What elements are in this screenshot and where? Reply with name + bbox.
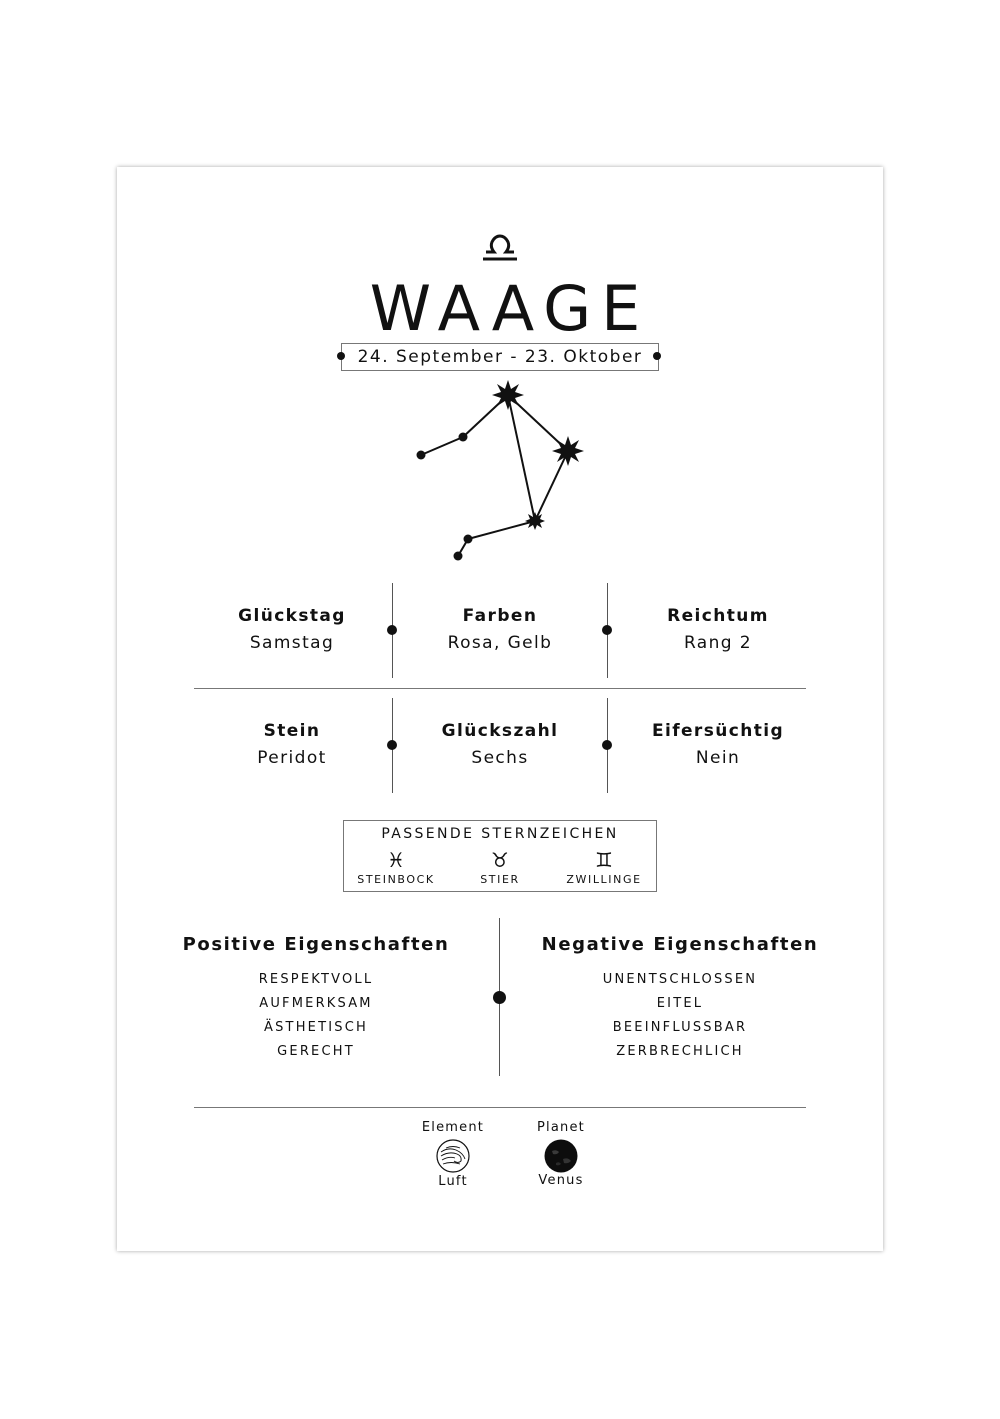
libra-constellation — [400, 378, 600, 568]
match-label: STIER — [480, 873, 520, 886]
page-title: WAAGE — [369, 272, 651, 345]
info-label-farben: Farben — [462, 606, 538, 626]
venus-planet-icon — [544, 1139, 578, 1173]
info-label-reichtum: Reichtum — [667, 606, 769, 626]
negative-traits-title: Negative Eigenschaften — [541, 934, 819, 955]
date-left-dot — [337, 352, 345, 360]
divider-dot — [387, 625, 397, 635]
positive-traits-title: Positive Eigenschaften — [182, 934, 450, 955]
matching-signs-box — [343, 820, 657, 892]
trait-item: EITEL — [656, 996, 704, 1011]
info-value-reichtum: Rang 2 — [683, 633, 753, 653]
info-value-eifersuechtig: Nein — [695, 748, 741, 768]
match-item — [448, 849, 552, 886]
pisces-icon: ♓ — [387, 848, 405, 872]
info-label-stein: Stein — [263, 721, 321, 741]
divider-dot — [493, 991, 506, 1004]
trait-item: UNENTSCHLOSSEN — [602, 972, 758, 987]
match-item — [552, 849, 656, 886]
date-right-dot — [653, 352, 661, 360]
planet-label: Planet — [537, 1120, 585, 1135]
info-label-glueckstag: Glückstag — [238, 606, 346, 626]
info-label-eifersuechtig: Eifersüchtig — [651, 721, 785, 741]
date-range: 24. September - 23. Oktober — [341, 343, 659, 371]
libra-icon — [480, 232, 520, 264]
divider-dot — [387, 740, 397, 750]
divider-dot — [602, 740, 612, 750]
match-label: ZWILLINGE — [566, 873, 642, 886]
trait-item: AUFMERKSAM — [259, 996, 373, 1011]
info-value-glueckszahl: Sechs — [471, 748, 529, 768]
trait-item: ZERBRECHLICH — [616, 1044, 744, 1059]
match-label: STEINBOCK — [357, 873, 435, 886]
matching-signs-title: PASSENDE STERNZEICHEN — [381, 826, 619, 842]
taurus-icon: ♉ — [491, 848, 509, 872]
divider-dot — [602, 625, 612, 635]
element-value: Luft — [438, 1174, 468, 1189]
trait-item: GERECHT — [277, 1044, 355, 1059]
info-label-glueckszahl: Glückszahl — [441, 721, 559, 741]
trait-item: BEEINFLUSSBAR — [612, 1020, 748, 1035]
match-item — [344, 849, 448, 886]
trait-item: RESPEKTVOLL — [258, 972, 374, 987]
air-element-icon — [436, 1139, 470, 1173]
trait-item: ÄSTHETISCH — [264, 1020, 368, 1035]
divider-horizontal — [194, 688, 806, 689]
element-label: Element — [421, 1120, 485, 1135]
gemini-icon: ♊ — [595, 848, 613, 872]
info-value-stein: Peridot — [257, 748, 327, 768]
info-value-glueckstag: Samstag — [249, 633, 335, 653]
planet-value: Venus — [538, 1173, 584, 1188]
info-value-farben: Rosa, Gelb — [447, 633, 553, 653]
divider-horizontal — [194, 1107, 806, 1108]
